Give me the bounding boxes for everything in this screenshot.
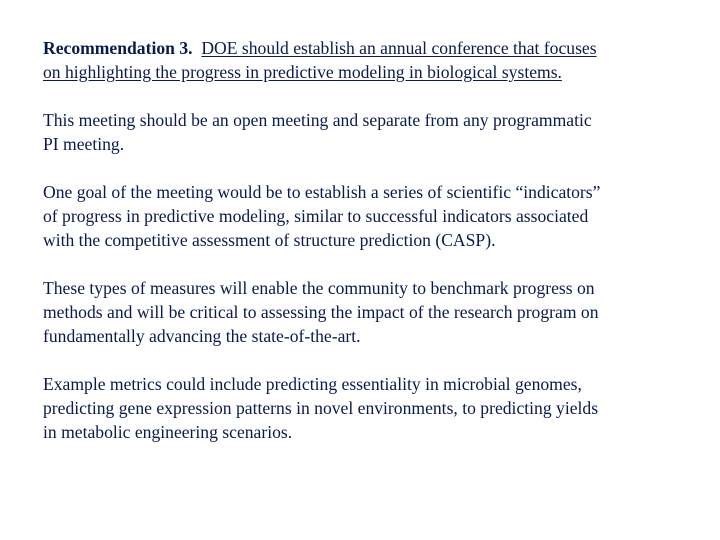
- paragraph-line: methods and will be critical to assessing the impact of the research program on: [43, 302, 599, 322]
- paragraph-line: of progress in predictive modeling, similar to successful indicators associated: [43, 206, 589, 226]
- slide-content: [43, 36, 693, 468]
- paragraph-line: predicting gene expression patterns in novel environments, to predicting yields: [43, 398, 599, 418]
- benchmark-paragraph: [43, 276, 693, 348]
- paragraph-line: This meeting should be an open meeting and separate from any programmatic: [43, 110, 592, 130]
- recommendation-text-line-2: on highlighting the progress in predictive modeling in biological systems.: [43, 62, 562, 82]
- indicators-paragraph: [43, 180, 693, 252]
- recommendation-paragraph: [43, 36, 693, 84]
- paragraph-line: fundamentally advancing the state-of-the-art.: [43, 326, 361, 346]
- paragraph-line: One goal of the meeting would be to establish a series of scientific “indicators”: [43, 182, 601, 202]
- example-metrics-paragraph: [43, 372, 693, 444]
- paragraph-line: These types of measures will enable the community to benchmark progress on: [43, 278, 595, 298]
- paragraph-line: PI meeting.: [43, 134, 125, 154]
- recommendation-text-line-1: DOE should establish an annual conference that focuses: [201, 38, 597, 58]
- meeting-openness-paragraph: [43, 108, 693, 156]
- recommendation-heading: Recommendation 3.: [43, 38, 193, 58]
- paragraph-line: in metabolic engineering scenarios.: [43, 422, 293, 442]
- paragraph-line: Example metrics could include predicting essentiality in microbial genomes,: [43, 374, 582, 394]
- paragraph-line: with the competitive assessment of structure prediction (CASP).: [43, 230, 496, 250]
